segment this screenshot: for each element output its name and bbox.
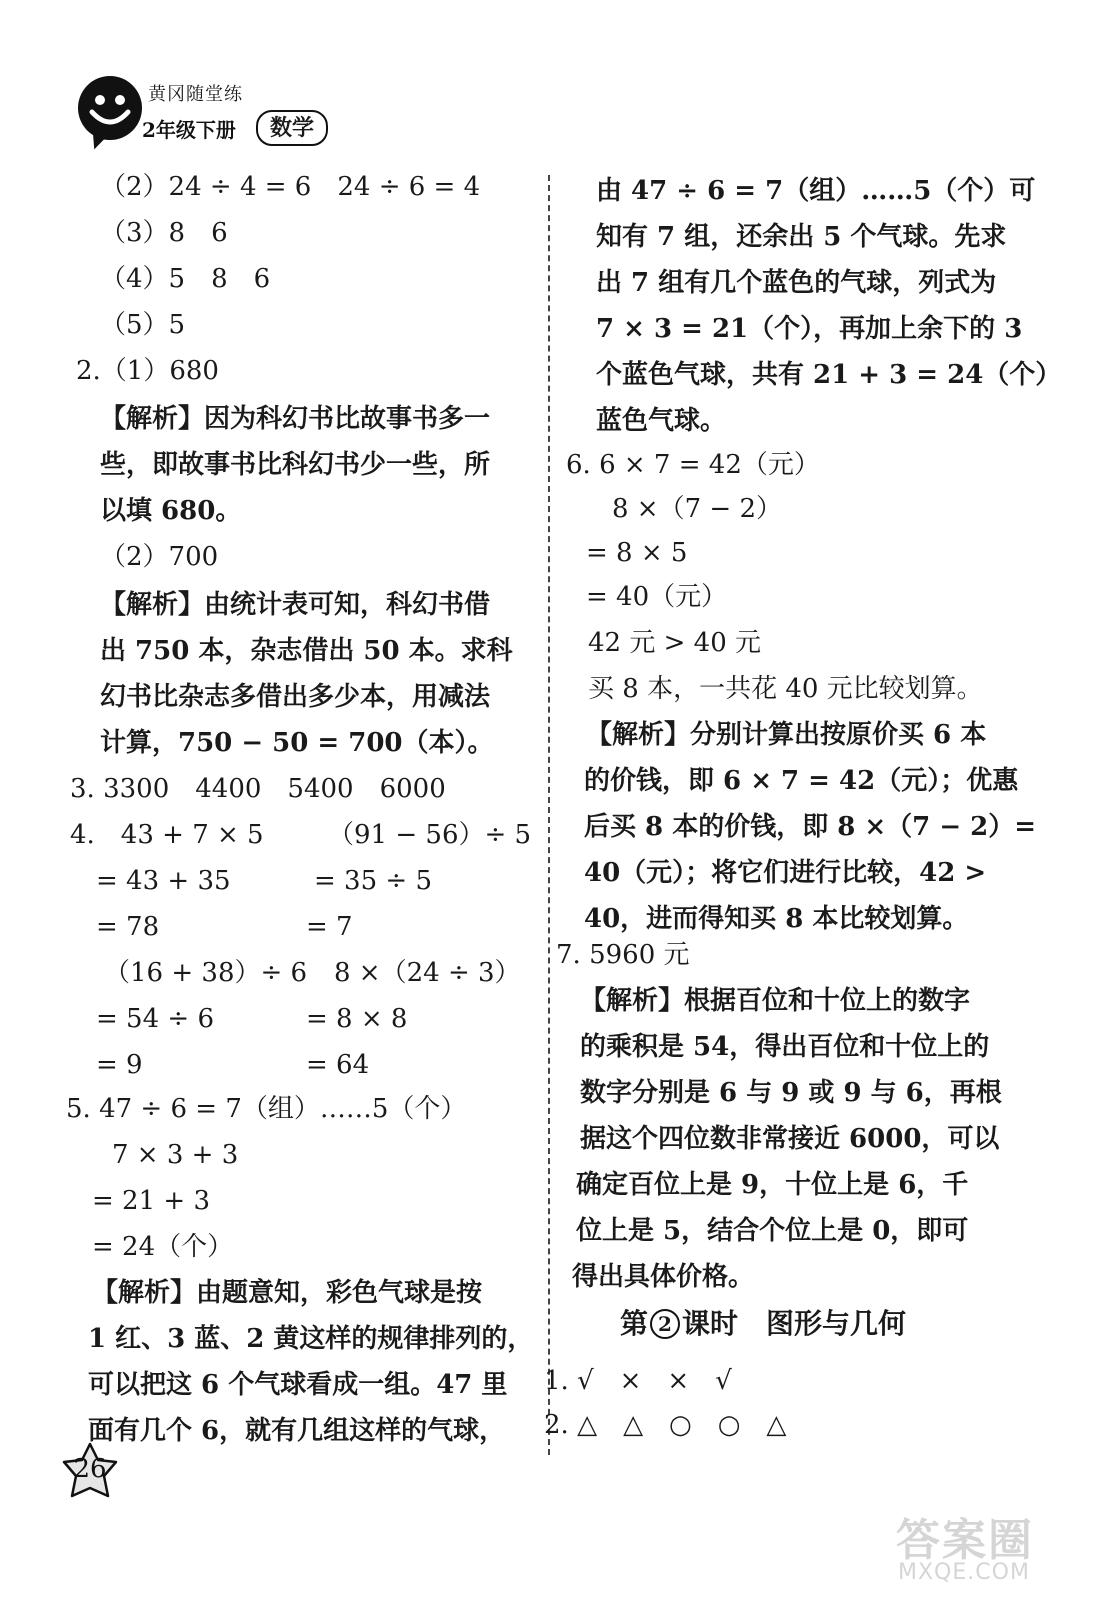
calc-line: = 8 × 5 — [586, 538, 688, 568]
watermark — [888, 1500, 1088, 1596]
section-heading — [620, 1308, 906, 1340]
analysis-line: 40（元）；将它们进行比较，42 > — [584, 858, 987, 888]
calc-line: = 64 — [306, 1050, 370, 1080]
answer-line: 2.（1）680 — [76, 356, 219, 386]
analysis-line: 得出具体价格。 — [572, 1262, 755, 1292]
analysis-line: 计算，750 − 50 = 700（本）。 — [100, 728, 494, 758]
subject-label: 数学 — [256, 110, 328, 146]
analysis-line: 幻书比杂志多借出多少本，用减法 — [100, 682, 491, 712]
section-prefix: 第 — [620, 1307, 649, 1340]
analysis-line: 【解析】由统计表可知，科幻书借 — [100, 590, 491, 620]
analysis-line: 位上是 5，结合个位上是 0，即可 — [576, 1216, 969, 1246]
analysis-line: 知有 7 组，还余出 5 个气球。先求 — [596, 222, 1007, 252]
analysis-line: 由 47 ÷ 6 = 7（组）……5（个）可 — [596, 176, 1036, 206]
calc-line: = 24（个） — [92, 1232, 234, 1262]
analysis-line: 的乘积是 54，得出百位和十位上的 — [580, 1032, 990, 1062]
answer-line: （3）8 6 — [100, 218, 228, 248]
analysis-line: 【解析】由题意知，彩色气球是按 — [92, 1278, 483, 1308]
lesson-number-badge: 2 — [650, 1309, 680, 1339]
calc-line: 42 元 > 40 元 — [588, 628, 762, 658]
page-number-badge — [58, 1440, 122, 1504]
analysis-line: 些，即故事书比科幻书少一些，所 — [100, 450, 491, 480]
calc-line: （91 − 56）÷ 5 — [328, 820, 532, 850]
answer-line: 3. 3300 4400 5400 6000 — [70, 774, 446, 804]
watermark-logo-text: 答案圈 — [896, 1515, 1034, 1566]
calc-line: = 40（元） — [586, 582, 728, 612]
grade-label: 2年级下册 — [142, 118, 236, 142]
analysis-line: 【解析】分别计算出按原价买 6 本 — [586, 720, 987, 750]
watermark-url: MXQE.COM — [898, 1560, 1030, 1585]
answer-line: 5. 47 ÷ 6 = 7（组）……5（个） — [66, 1094, 467, 1124]
analysis-line: 数字分别是 6 与 9 或 9 与 6，再根 — [580, 1078, 1002, 1108]
analysis-line: 后买 8 本的价钱，即 8 ×（7 − 2）= — [584, 812, 1037, 842]
calc-line: = 21 + 3 — [92, 1186, 210, 1216]
section-title: 课时 图形与几何 — [682, 1307, 907, 1340]
calc-line: = 43 + 35 — [96, 866, 231, 896]
analysis-line: 确定百位上是 9，十位上是 6，千 — [576, 1170, 969, 1200]
answer-line: 7. 5960 元 — [556, 940, 690, 970]
answer-line: （4）5 8 6 — [100, 264, 271, 294]
calc-line: 8 ×（24 ÷ 3） — [334, 958, 521, 988]
answer-line: 买 8 本，一共花 40 元比较划算。 — [588, 674, 983, 704]
answer-line: 1. √ × × √ — [544, 1366, 732, 1396]
brand-name: 黄冈随堂练 — [148, 84, 243, 105]
calc-line: = 35 ÷ 5 — [314, 866, 432, 896]
calc-line: 7 × 3 + 3 — [112, 1140, 239, 1170]
analysis-line: 出 7 组有几个蓝色的气球，列式为 — [596, 268, 997, 298]
calc-line: = 7 — [306, 912, 353, 942]
smiley-logo-icon — [78, 76, 142, 140]
column-divider — [548, 175, 550, 1455]
analysis-line: 出 750 本，杂志借出 50 本。求科 — [100, 636, 513, 666]
answer-line: （2）700 — [100, 542, 219, 572]
analysis-line: 蓝色气球。 — [596, 406, 727, 436]
calc-line: = 8 × 8 — [306, 1004, 408, 1034]
answer-line: （5）5 — [100, 310, 186, 340]
answer-line: 2. △ △ ○ ○ △ — [544, 1410, 787, 1440]
analysis-line: 可以把这 6 个气球看成一组。47 里 — [88, 1370, 508, 1400]
answer-line: （2）24 ÷ 4 = 6 24 ÷ 6 = 4 — [100, 172, 481, 202]
analysis-line: 面有几个 6，就有几组这样的气球， — [88, 1416, 506, 1446]
calc-line: （16 + 38）÷ 6 — [104, 958, 308, 988]
calc-line: 4. 43 + 7 × 5 — [70, 820, 264, 850]
analysis-line: 个蓝色气球，共有 21 + 3 = 24（个） — [596, 360, 1062, 390]
calc-line: = 54 ÷ 6 — [96, 1004, 214, 1034]
calc-line: 8 ×（7 − 2） — [612, 494, 782, 524]
answer-line: 6. 6 × 7 = 42（元） — [566, 450, 820, 480]
analysis-line: 40，进而得知买 8 本比较划算。 — [584, 904, 969, 934]
analysis-line: 1 红、3 蓝、2 黄这样的规律排列的， — [88, 1324, 534, 1354]
page-number: 26 — [73, 1454, 107, 1484]
analysis-line: 据这个四位数非常接近 6000，可以 — [580, 1124, 1000, 1154]
calc-line: = 78 — [96, 912, 160, 942]
analysis-line: 以填 680。 — [100, 496, 242, 526]
analysis-line: 【解析】因为科幻书比故事书多一 — [100, 404, 491, 434]
analysis-line: 【解析】根据百位和十位上的数字 — [580, 986, 971, 1016]
calc-line: = 9 — [96, 1050, 143, 1080]
analysis-line: 7 × 3 = 21（个），再加上余下的 3 — [596, 314, 1023, 344]
analysis-line: 的价钱，即 6 × 7 = 42（元）；优惠 — [584, 766, 1019, 796]
